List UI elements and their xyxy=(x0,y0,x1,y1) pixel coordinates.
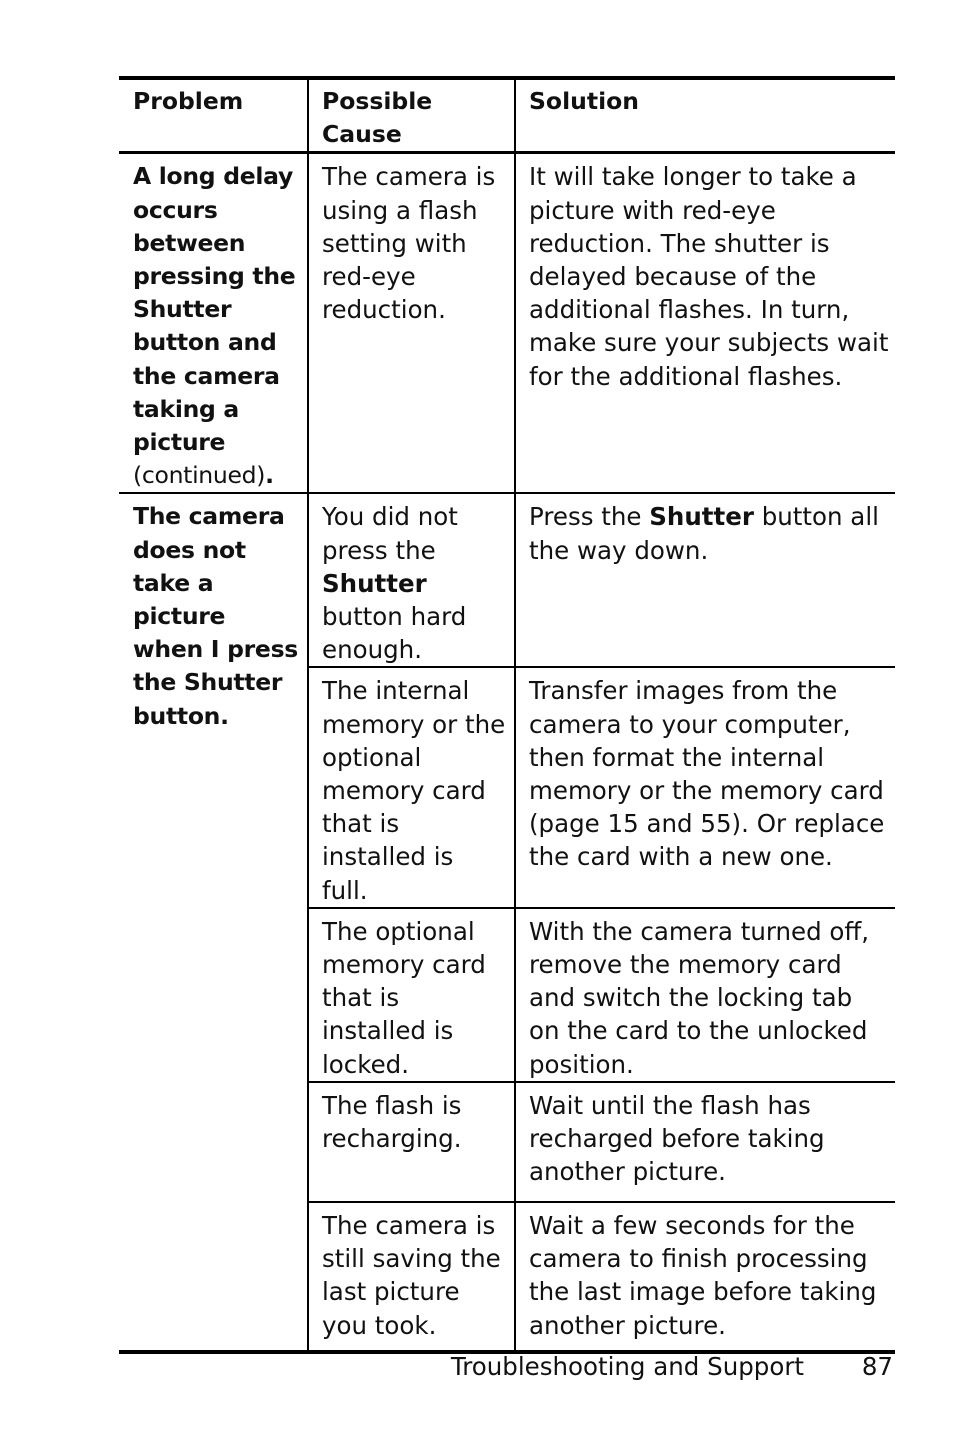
cause-cell: The camera is still saving the last picture you took. xyxy=(308,1202,515,1352)
solution-cell xyxy=(515,493,895,667)
solution-cell: Wait until the flash has recharged before taking another picture. xyxy=(515,1082,895,1202)
cause-cell: The internal memory or the optional memory card that is installed is full. xyxy=(308,667,515,907)
continued-note: (continued) xyxy=(133,461,266,490)
solution-text: button all the way down. xyxy=(529,502,879,565)
problem-cell: The camera does not take a picture when I press the Shutter button. xyxy=(133,502,298,730)
table-row xyxy=(119,493,895,667)
cause-cell: The camera is using a flash setting with red-eye reduction. xyxy=(308,153,515,494)
shutter-term: Shutter xyxy=(322,568,427,598)
table-row xyxy=(119,153,895,494)
solution-text: Press the xyxy=(529,502,650,532)
cause-text: You did not press the xyxy=(322,502,458,565)
cause-cell xyxy=(308,493,515,667)
shutter-term: Shutter xyxy=(649,502,754,532)
solution-cell: Transfer images from the camera to your computer, then format the internal memory or the memory card (page 15 and 55). Or replace the card with a new one. xyxy=(515,667,895,907)
solution-cell: Wait a few seconds for the camera to finish processing the last image before taking another picture. xyxy=(515,1202,895,1352)
troubleshooting-table xyxy=(119,76,895,1354)
table-header-row xyxy=(119,78,895,153)
header-problem: Problem xyxy=(119,78,308,153)
problem-text: A long delay occurs between pressing the Shutter button and the camera taking a picture xyxy=(133,162,296,457)
footer-section-title: Troubleshooting and Support xyxy=(450,1352,804,1381)
cause-text: button hard enough. xyxy=(322,602,467,665)
solution-cell: It will take longer to take a picture with red-eye reduction. The shutter is delayed because of the additional flashes. In turn, make sure your subjects wait for the additional flashes. xyxy=(515,153,895,494)
solution-cell: With the camera turned off, remove the memory card and switch the locking tab on the card to the unlocked position. xyxy=(515,908,895,1082)
header-solution: Solution xyxy=(515,78,895,153)
page-number: 87 xyxy=(861,1352,893,1381)
cause-cell: The optional memory card that is installed is locked. xyxy=(308,908,515,1082)
header-possible-cause: Possible Cause xyxy=(308,78,515,153)
problem-cell xyxy=(119,153,308,494)
cause-cell: The flash is recharging. xyxy=(308,1082,515,1202)
problem-period: . xyxy=(265,461,274,490)
page-footer xyxy=(0,1349,893,1385)
